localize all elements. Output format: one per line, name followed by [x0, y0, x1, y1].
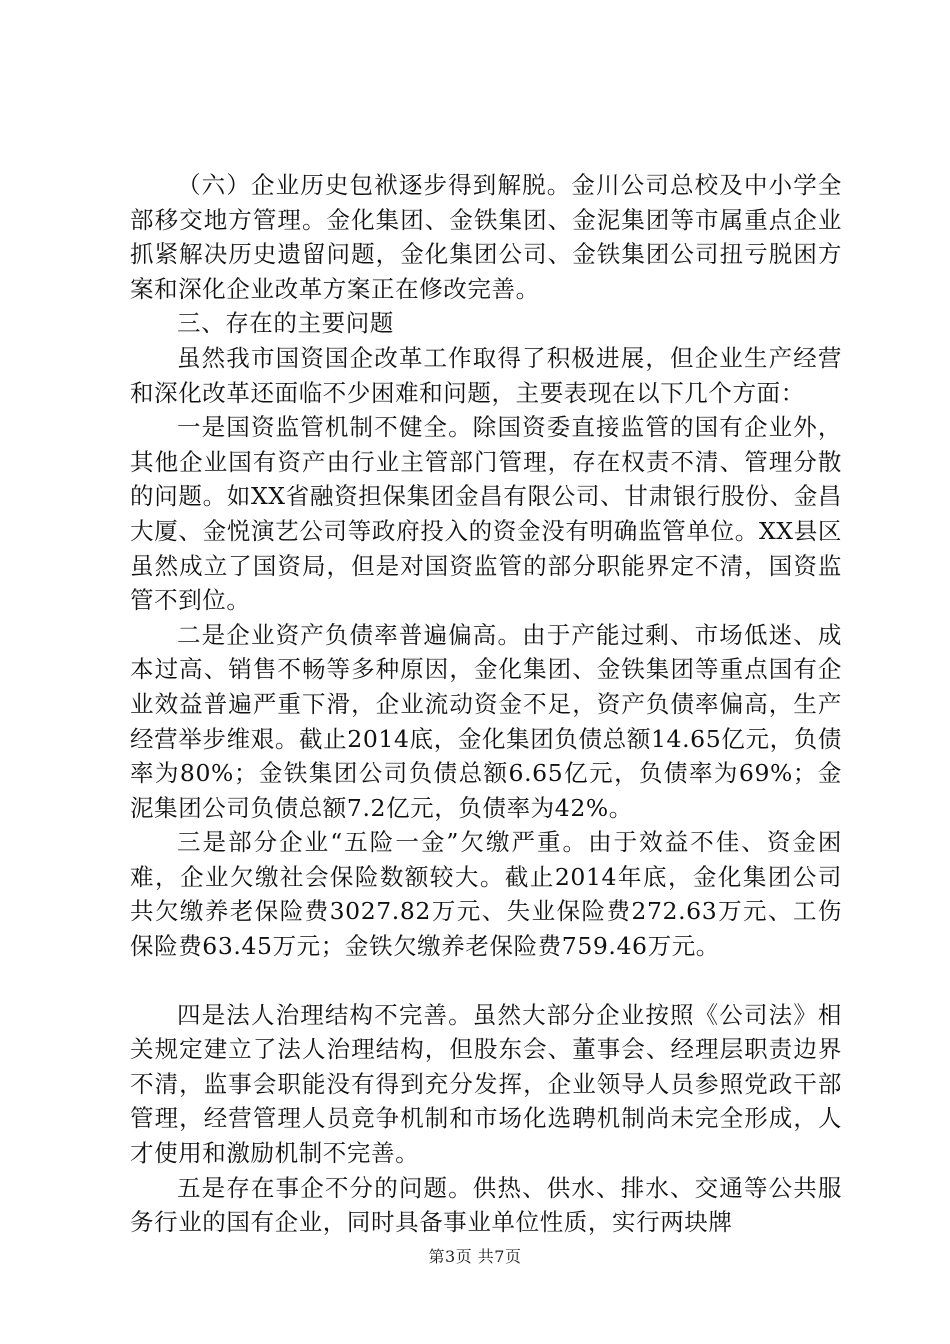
paragraph-problem-1: 一是国资监管机制不健全。除国资委直接监管的国有企业外，其他企业国有资产由行业主管部门管理，存在权责不清、管理分散的问题。如XX省融资担保集团金昌有限公司、甘肃银行股份、金昌大厦、金悦演艺公司等政府投入的资金没有明确监管单位。XX县区虽然成立了国资局，但是对国资监管的部分职能界定不清，国资监管不到位。	[130, 413, 842, 615]
paragraph-problem-4: 四是法人治理结构不完善。虽然大部分企业按照《公司法》相关规定建立了法人治理结构，但股东会、董事会、经理层职责边界不清，监事会职能没有得到充分发挥，企业领导人员参照党政干部管理，经营管理人员竞争机制和市场化选聘机制尚未完全形成，人才使用和激励机制不完善。	[130, 1000, 842, 1168]
paragraph-history-burden: （六）企业历史包袱逐步得到解脱。金川公司总校及中小学全部移交地方管理。金化集团、金铁集团、金泥集团等市属重点企业抓紧解决历史遗留问题，金化集团公司、金铁集团公司扭亏脱困方案和深化企业改革方案正在修改完善。	[130, 171, 842, 303]
document-body	[130, 168, 842, 1240]
paragraph-problem-2: 二是企业资产负债率普遍偏高。由于产能过剩、市场低迷、成本过高、销售不畅等多种原因，金化集团、金铁集团等重点国有企业效益普遍严重下滑，企业流动资金不足，资产负债率偏高，生产经营举步维艰。截止2014底，金化集团负债总额14.65亿元，负债率为80%；金铁集团公司负债总额6.65亿元，负债率为69%；金泥集团公司负债总额7.2亿元，负债率为42%。	[130, 620, 842, 822]
paragraph-problem-5: 五是存在事企不分的问题。供热、供水、排水、交通等公共服务行业的国有企业，同时具备事业单位性质，实行两块牌	[130, 1173, 842, 1237]
paragraph-problem-3: 三是部分企业“五险一金”欠缴严重。由于效益不佳、资金困难，企业欠缴社会保险数额较大。截止2014年底，金化集团公司共欠缴养老保险费3027.82万元、失业保险费272.63万元、工伤保险费63.45万元；金铁欠缴养老保险费759.46万元。	[130, 828, 842, 961]
paragraph-problems-intro: 虽然我市国资国企改革工作取得了积极进展，但企业生产经营和深化改革还面临不少困难和问题，主要表现在以下几个方面：	[130, 343, 842, 407]
section-heading-main-problems: 三、存在的主要问题	[177, 309, 394, 338]
page-number-footer: 第3页 共7页	[428, 1247, 522, 1266]
